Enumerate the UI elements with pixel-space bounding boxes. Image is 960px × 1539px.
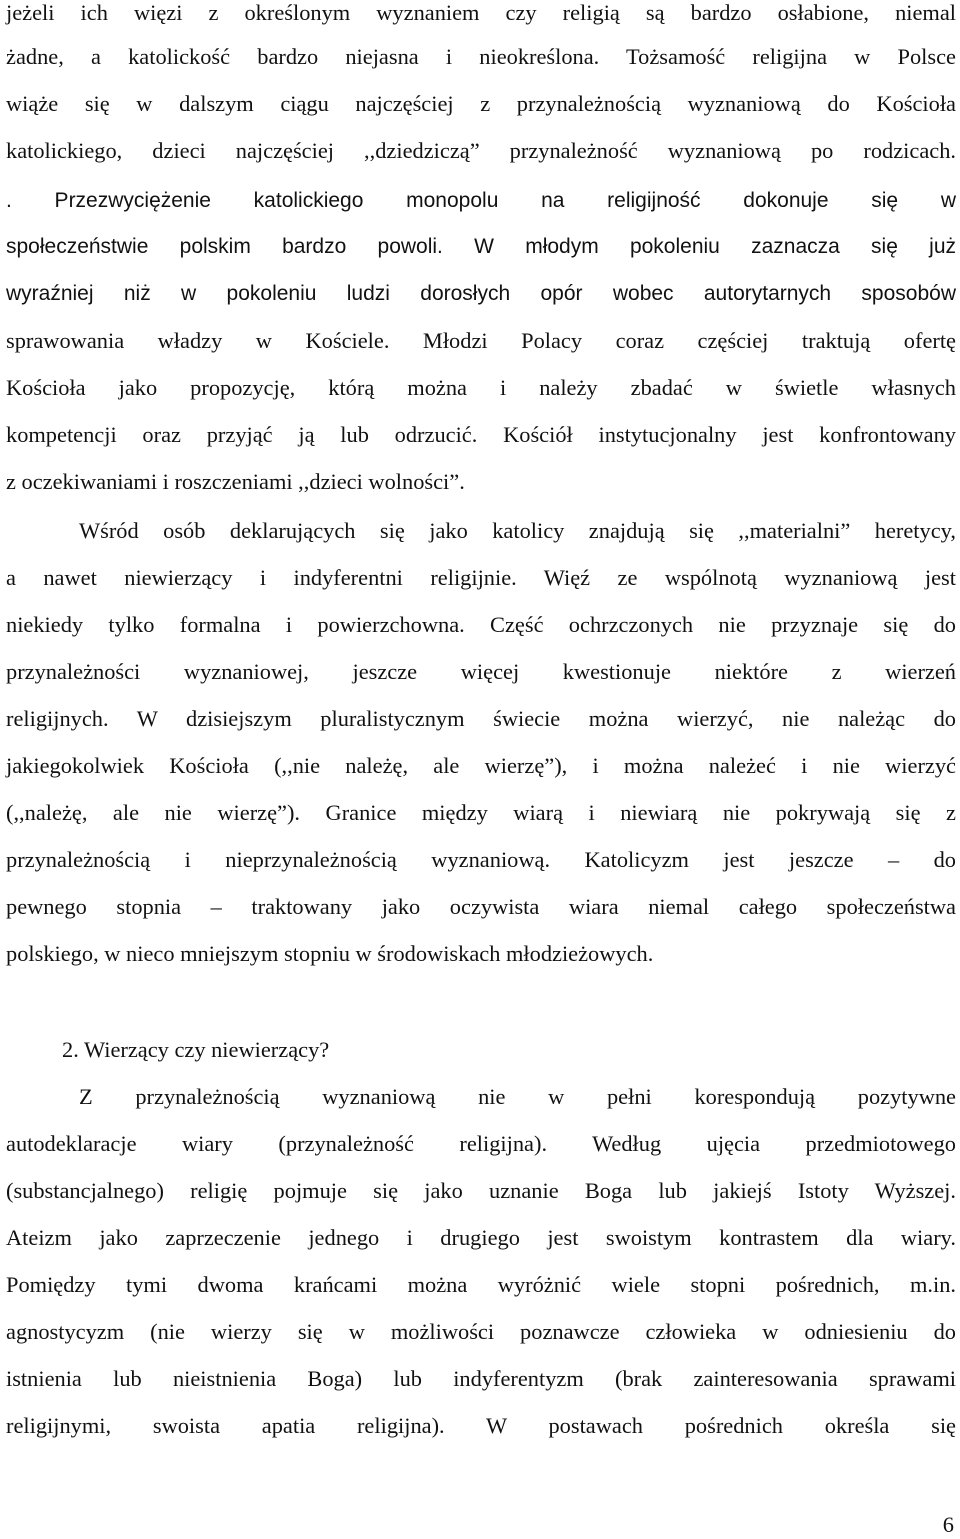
text-line: pewnego stopnia – traktowany jako oczywista wiara niemal całego społeczeństwa: [6, 894, 956, 919]
text-line: przynależnością i nieprzynależnością wyznaniową. Katolicyzm jest jeszcze – do: [6, 847, 956, 872]
text-line: istnienia lub nieistnienia Boga) lub indyferentyzm (brak zainteresowania sprawami: [6, 1366, 956, 1391]
text-line: z oczekiwaniami i roszczeniami ,,dzieci wolności”.: [6, 469, 465, 494]
text-line: przynależności wyznaniowej, jeszcze więcej kwestionuje niektóre z wierzeń: [6, 659, 956, 684]
text-line: Kościoła jako propozycję, którą można i należy zbadać w świetle własnych: [6, 375, 956, 400]
text-line: jeżeli ich więzi z określonym wyznaniem czy religią są bardzo osłabione, niemal: [6, 0, 956, 25]
text-line: agnostycyzm (nie wierzy się w możliwości poznawcze człowieka w odniesieniu do: [6, 1319, 956, 1344]
text-line: jakiegokolwiek Kościoła (,,nie należę, ale wierzę”), i można należeć i nie wierzyć: [6, 753, 956, 778]
text-line: społeczeństwie polskim bardzo powoli. W młodym pokoleniu zaznacza się już: [6, 235, 956, 258]
text-line: wiąże się w dalszym ciągu najczęściej z przynależnością wyznaniową do Kościoła: [6, 91, 956, 116]
page-number: 6: [942, 1512, 954, 1537]
text-line: (substancjalnego) religię pojmuje się jako uznanie Boga lub jakiejś Istoty Wyższej.: [6, 1178, 956, 1203]
text-line: Wśród osób deklarujących się jako katolicy znajdują się ,,materialni” heretycy,: [79, 518, 956, 543]
text-line: niekiedy tylko formalna i powierzchowna. Część ochrzczonych nie przyznaje się do: [6, 612, 956, 637]
text-line: religijnymi, swoista apatia religijna). W postawach pośrednich określa się: [6, 1413, 956, 1438]
text-line: a nawet niewierzący i indyferentni religijnie. Więź ze wspólnotą wyznaniową jest: [6, 565, 956, 590]
text-line: katolickiego, dzieci najczęściej ,,dziedziczą” przynależność wyznaniową po rodzicach.: [6, 138, 956, 163]
text-line: (,,należę, ale nie wierzę”). Granice między wiarą i niewiarą nie pokrywają się z: [6, 800, 956, 825]
text-line: kompetencji oraz przyjąć ją lub odrzucić. Kościół instytucjonalny jest konfrontowany: [6, 422, 956, 447]
section-heading: 2. Wierzący czy niewierzący?: [62, 1037, 330, 1062]
text-line: autodeklaracje wiary (przynależność religijna). Według ujęcia przedmiotowego: [6, 1131, 956, 1156]
text-line: wyraźniej niż w pokoleniu ludzi dorosłych opór wobec autorytarnych sposobów: [6, 282, 956, 305]
text-line: Ateizm jako zaprzeczenie jednego i drugiego jest swoistym kontrastem dla wiary.: [6, 1225, 956, 1250]
text-line: Z przynależnością wyznaniową nie w pełni korespondują pozytywne: [79, 1084, 956, 1109]
text-line: sprawowania władzy w Kościele. Młodzi Polacy coraz częściej traktują ofertę: [6, 328, 956, 353]
text-line: polskiego, w nieco mniejszym stopniu w środowiskach młodzieżowych.: [6, 941, 654, 966]
text-line: Pomiędzy tymi dwoma krańcami można wyróżnić wiele stopni pośrednich, m.in.: [6, 1272, 956, 1297]
text-line: religijnych. W dzisiejszym pluralistycznym świecie można wierzyć, nie należąc do: [6, 706, 956, 731]
text-line: żadne, a katolickość bardzo niejasna i nieokreślona. Tożsamość religijna w Polsce: [6, 44, 956, 69]
text-line: . Przezwyciężenie katolickiego monopolu na religijność dokonuje się w: [6, 189, 956, 212]
